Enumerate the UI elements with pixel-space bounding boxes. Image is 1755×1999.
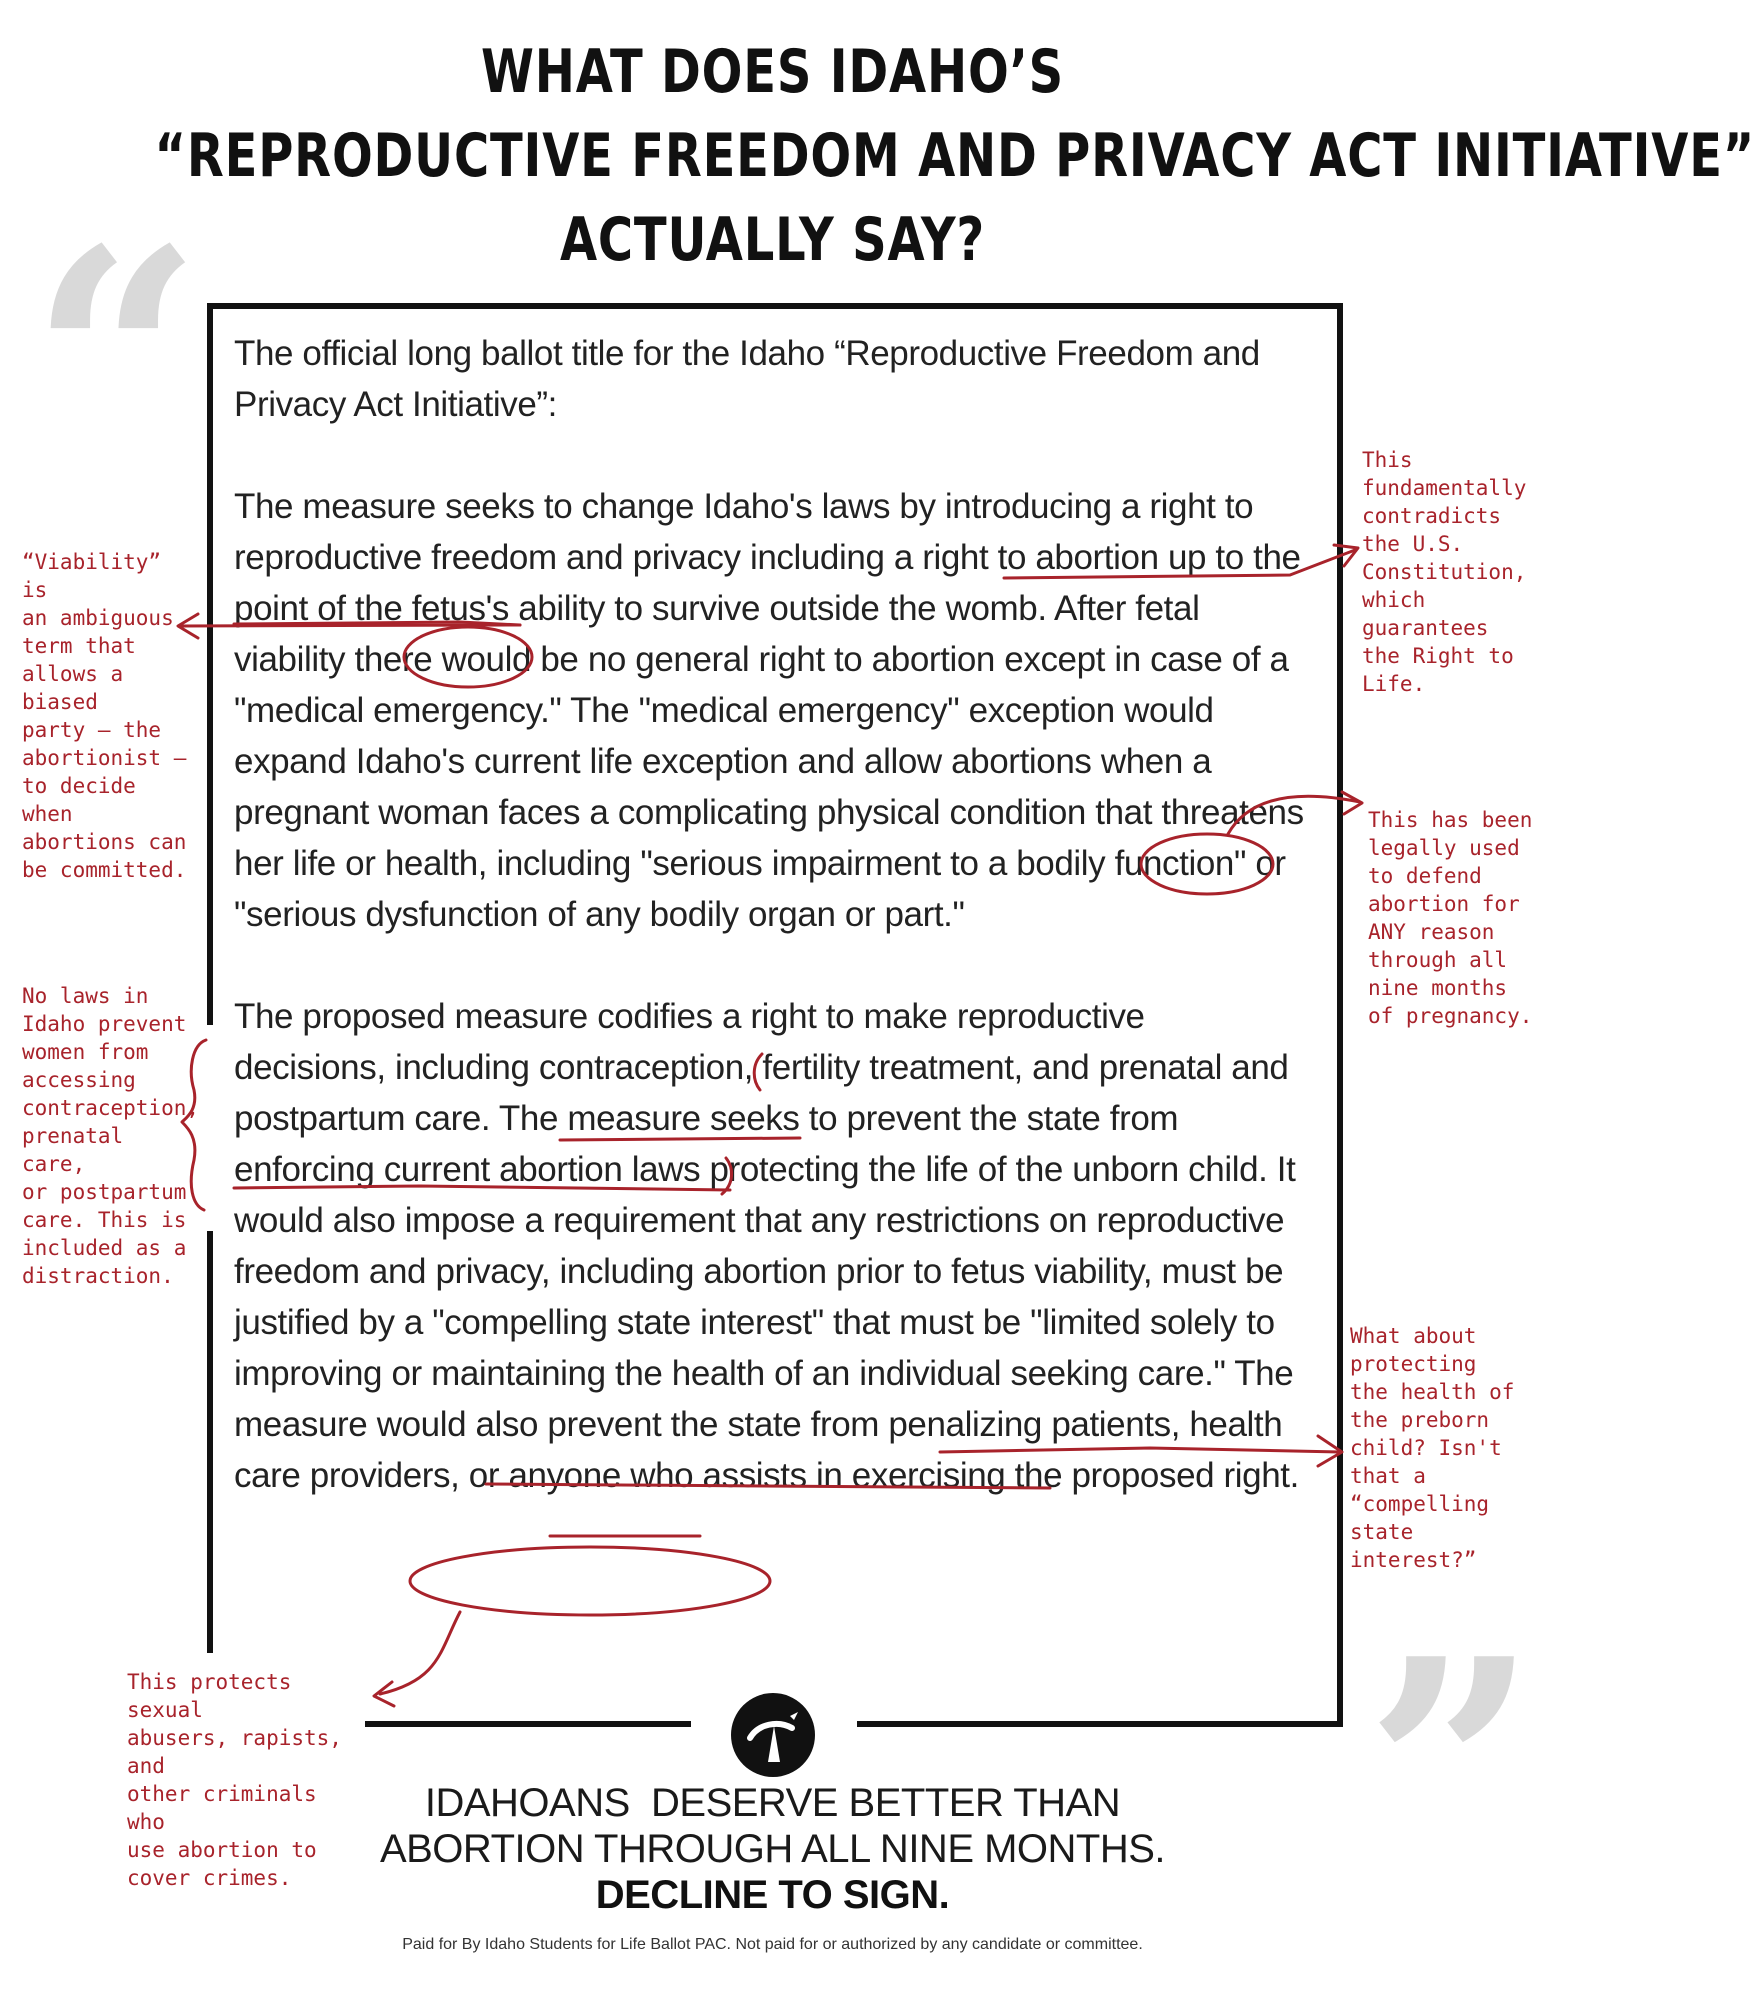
text-segment: up to the point of the fetus's ability to survive outside the womb. After fetal: [234, 538, 1301, 628]
arrow-head-assists: [374, 1682, 394, 1706]
text-segment: The proposed measure codifies a right to make reproductive decisions, including: [234, 997, 1145, 1087]
arrow-head-constitution: [1334, 545, 1358, 566]
title-line-2: “REPRODUCTIVE FREEDOM AND PRIVACY ACT INITIATIVE”: [154, 121, 1755, 191]
highlight-health: health: [384, 844, 478, 883]
arrow-head-health: [1342, 792, 1362, 814]
open-quote-icon: “: [30, 183, 203, 536]
paragraph-intro: The official long ballot title for the Idaho “Reproductive Freedom and Privacy Act Initiative”:: [234, 334, 1260, 424]
students-for-life-logo-icon: [728, 1690, 818, 1780]
text-segment: " The measure would also prevent the state from penalizing patients, health care providers, or: [234, 1354, 1294, 1495]
circle-anyone-who-assists: [410, 1547, 770, 1615]
paragraph-codifies: [234, 991, 1304, 1501]
highlight-prenatal-postpartum: prenatal and postpartum care.: [234, 1048, 1289, 1138]
arrow-line-assists: [380, 1612, 460, 1694]
highlight-right-to-abortion: a right to abortion: [893, 538, 1159, 577]
title-line-1: WHAT DOES IDAHO’S: [481, 37, 1064, 107]
footer-line-3: DECLINE TO SIGN.: [595, 1873, 950, 1917]
footer-message: [0, 1780, 1545, 1918]
text-segment: , fertility treatment, and: [743, 1048, 1099, 1087]
text-segment: in exercising the proposed right.: [806, 1456, 1299, 1495]
text-segment: The measure seeks to change Idaho's laws by introducing a right to reproductive freedom and privacy including: [234, 487, 1254, 577]
footer-line-2: ABORTION THROUGH ALL NINE MONTHS.: [379, 1827, 1166, 1871]
page-title: [154, 30, 1755, 282]
text-segment: The measure seeks to prevent the state from enforcing current abortion laws protecting the life of the unborn child. It would also impose a requirement that any restrictions on reproductive freedom and privacy, including abortion prior to fetus viability, must be justified by a "compelling state interest" that must be "limited solely to improving or maintaining the: [234, 1099, 1296, 1393]
title-line-3: ACTUALLY SAY?: [559, 205, 986, 275]
note-viability: “Viability” is an ambiguous term that allows a biased party – the abortionist – to decide when abortions can be committed.: [22, 550, 187, 882]
note-constitution: This fundamentally contradicts the U.S. Constitution, which guarantees the Right to Life.: [1362, 448, 1527, 696]
arrow-head-preborn: [1318, 1436, 1342, 1466]
highlight-contraception: contraception: [538, 1048, 744, 1087]
paid-for-disclaimer: Paid for By Idaho Students for Life Ballot PAC. Not paid for or authorized by any candidate or committee.: [402, 1936, 1143, 1953]
highlight-health-individual: health of an individual seeking care.: [671, 1354, 1214, 1393]
text-segment: , including "serious impairment to a bodily function" or "serious dysfunction of any bodily organ or part.": [234, 844, 1286, 934]
highlight-viability: viability: [234, 640, 346, 679]
note-health: This has been legally used to defend abortion for ANY reason through all nine months of pregnancy.: [1368, 808, 1533, 1028]
close-quote-icon: ”: [1365, 1593, 1538, 1946]
text-segment: there would be no general right to abortion except in case of a "medical emergency." The "medical emergency" exception would expand Idaho's current life exception and allow abortions when a pregnant woman faces a complicating physical condition that threatens her life or: [234, 640, 1304, 883]
note-distraction: No laws in Idaho prevent women from accessing contraception, prenatal care, or postpartum care. This is included as a distraction.: [22, 984, 200, 1288]
ballot-title-text: [234, 328, 1304, 1552]
note-assists: This protects sexual abusers, rapists, and other criminals who use abortion to cover crimes.: [127, 1670, 342, 1890]
paragraph-measure: [234, 481, 1304, 940]
highlight-anyone-who-assists: anyone who assists: [508, 1456, 807, 1495]
footer-line-1: IDAHOANS DESERVE BETTER THAN: [424, 1781, 1121, 1825]
note-preborn: What about protecting the health of the preborn child? Isn't that a “compelling state interest?”: [1350, 1324, 1515, 1572]
